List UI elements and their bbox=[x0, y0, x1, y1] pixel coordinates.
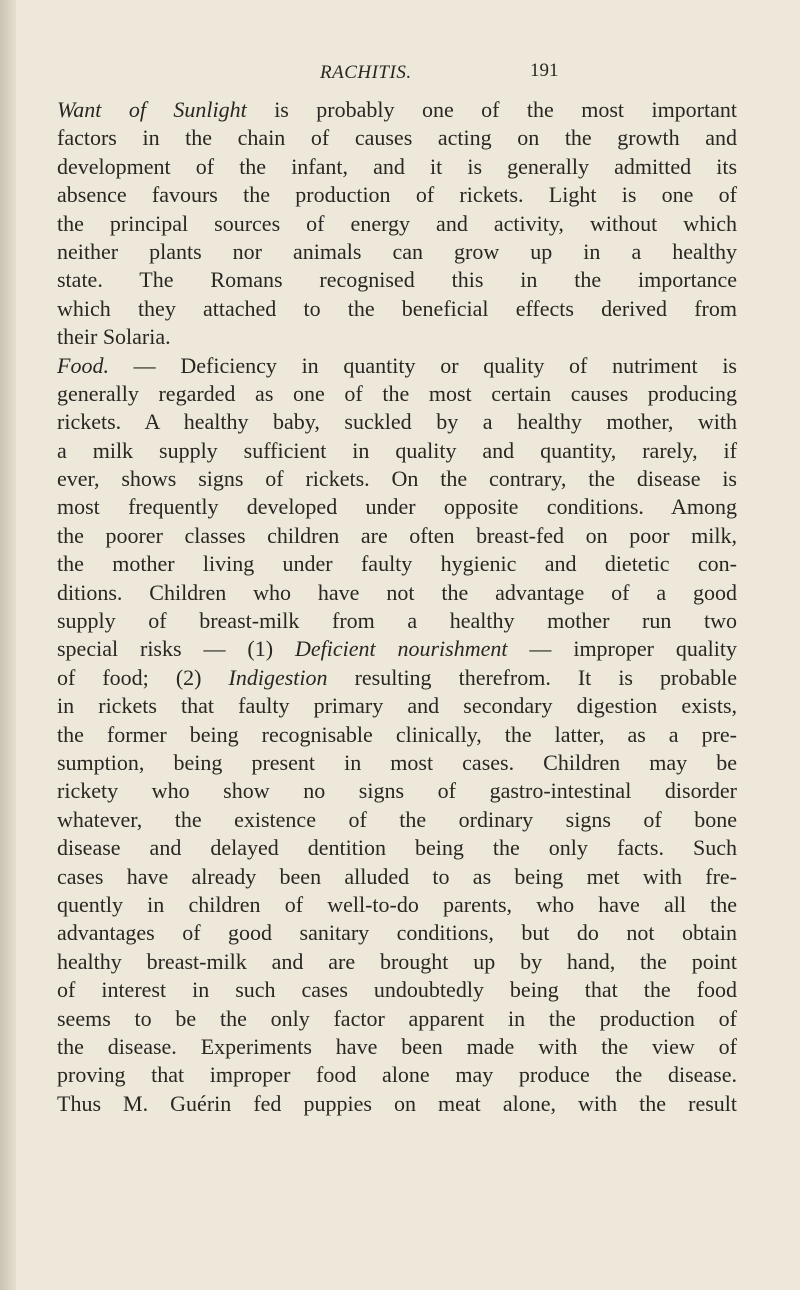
text-line bbox=[57, 692, 737, 720]
text-line bbox=[57, 579, 737, 607]
text-segment: a milk supply sufficient in quality and quantity, rarely, if bbox=[57, 437, 737, 463]
text-line bbox=[57, 465, 737, 493]
text-line bbox=[57, 295, 737, 323]
text-segment: proving that improper food alone may produce the disease. bbox=[57, 1062, 737, 1088]
text-segment: development of the infant, and it is generally admitted its bbox=[57, 153, 737, 179]
text-line bbox=[57, 1061, 737, 1089]
text-line bbox=[57, 323, 737, 351]
page-header bbox=[0, 62, 800, 88]
text-segment: state. The Romans recognised this in the importance bbox=[57, 267, 737, 293]
text-line bbox=[57, 437, 737, 465]
text-line bbox=[57, 210, 737, 238]
page-gutter-shadow bbox=[0, 0, 16, 1290]
text-line bbox=[57, 352, 737, 380]
text-segment: most frequently developed under opposite conditions. Among bbox=[57, 494, 737, 520]
text-segment: quently in children of well-to-do parents, who have all the bbox=[57, 891, 737, 917]
text-line bbox=[57, 919, 737, 947]
italic-phrase: Indigestion bbox=[228, 664, 328, 690]
italic-phrase: Want of Sunlight bbox=[57, 97, 247, 122]
text-segment: which they attached to the beneficial effects derived from bbox=[57, 295, 737, 321]
body-text bbox=[57, 96, 737, 1118]
text-line bbox=[57, 493, 737, 521]
text-segment: factors in the chain of causes acting on the growth and bbox=[57, 125, 737, 151]
text-segment: sumption, being present in most cases. Children may be bbox=[57, 749, 737, 775]
text-segment: neither plants nor animals can grow up in a healthy bbox=[57, 238, 737, 264]
text-line bbox=[57, 380, 737, 408]
text-line bbox=[57, 266, 737, 294]
text-segment: supply of breast-milk from a healthy mother run two bbox=[57, 608, 737, 634]
text-segment: — improper quality bbox=[507, 636, 737, 662]
text-segment: the poorer classes children are often breast-fed on poor milk, bbox=[57, 522, 737, 548]
text-segment: is probably one of the most important bbox=[246, 97, 737, 122]
text-segment: the principal sources of energy and activity, without which bbox=[57, 210, 737, 236]
text-segment: their Solaria. bbox=[57, 324, 171, 350]
text-line bbox=[57, 721, 737, 749]
text-segment: healthy breast-milk and are brought up by hand, the point bbox=[57, 948, 737, 974]
text-line bbox=[57, 238, 737, 266]
text-line bbox=[57, 948, 737, 976]
text-segment: the mother living under faulty hygienic and dietetic con- bbox=[57, 551, 737, 577]
text-line bbox=[57, 891, 737, 919]
text-line bbox=[57, 522, 737, 550]
text-line bbox=[57, 806, 737, 834]
running-title: RACHITIS. bbox=[320, 62, 412, 83]
text-segment: rickets. A healthy baby, suckled by a healthy mother, with bbox=[57, 409, 737, 435]
text-segment: ever, shows signs of rickets. On the contrary, the disease is bbox=[57, 466, 737, 492]
text-segment: of interest in such cases undoubtedly being that the food bbox=[57, 977, 737, 1003]
text-segment: generally regarded as one of the most certain causes producing bbox=[57, 380, 737, 406]
text-line bbox=[57, 863, 737, 891]
text-line bbox=[57, 664, 737, 692]
text-line bbox=[57, 834, 737, 862]
text-segment: cases have already been alluded to as being met with fre- bbox=[57, 863, 737, 889]
text-line bbox=[57, 181, 737, 209]
text-segment: the disease. Experiments have been made with the view of bbox=[57, 1033, 737, 1059]
text-segment: seems to be the only factor apparent in the production of bbox=[57, 1005, 737, 1031]
text-line bbox=[57, 1033, 737, 1061]
text-line bbox=[57, 1090, 737, 1118]
text-line bbox=[57, 550, 737, 578]
text-line bbox=[57, 1005, 737, 1033]
text-segment: absence favours the production of rickets. Light is one of bbox=[57, 182, 737, 208]
text-segment: — Deficiency in quantity or quality of nutriment is bbox=[108, 352, 737, 378]
text-line bbox=[57, 153, 737, 181]
text-line bbox=[57, 777, 737, 805]
italic-phrase: Deficient nourishment bbox=[294, 636, 508, 662]
text-line bbox=[57, 635, 737, 663]
text-segment: disease and delayed dentition being the only facts. Such bbox=[57, 835, 737, 861]
text-line bbox=[57, 96, 737, 124]
text-segment: whatever, the existence of the ordinary signs of bone bbox=[57, 806, 737, 832]
text-line bbox=[57, 749, 737, 777]
text-segment: Thus M. Guérin fed puppies on meat alone, with the result bbox=[57, 1090, 737, 1116]
text-segment: the former being recognisable clinically, the latter, as a pre- bbox=[57, 721, 737, 747]
text-line bbox=[57, 976, 737, 1004]
text-line bbox=[57, 408, 737, 436]
text-segment: rickety who show no signs of gastro-intestinal disorder bbox=[57, 778, 737, 804]
text-line bbox=[57, 607, 737, 635]
text-line bbox=[57, 124, 737, 152]
text-segment: resulting therefrom. It is probable bbox=[327, 664, 737, 690]
text-segment: special risks — (1) bbox=[57, 636, 295, 662]
text-segment: ditions. Children who have not the advantage of a good bbox=[57, 579, 737, 605]
text-segment: in rickets that faulty primary and secondary digestion exists, bbox=[57, 693, 737, 719]
page-number: 191 bbox=[530, 60, 559, 81]
text-segment: advantages of good sanitary conditions, but do not obtain bbox=[57, 920, 737, 946]
text-segment: of food; (2) bbox=[57, 664, 229, 690]
italic-phrase: Food. bbox=[57, 352, 109, 378]
